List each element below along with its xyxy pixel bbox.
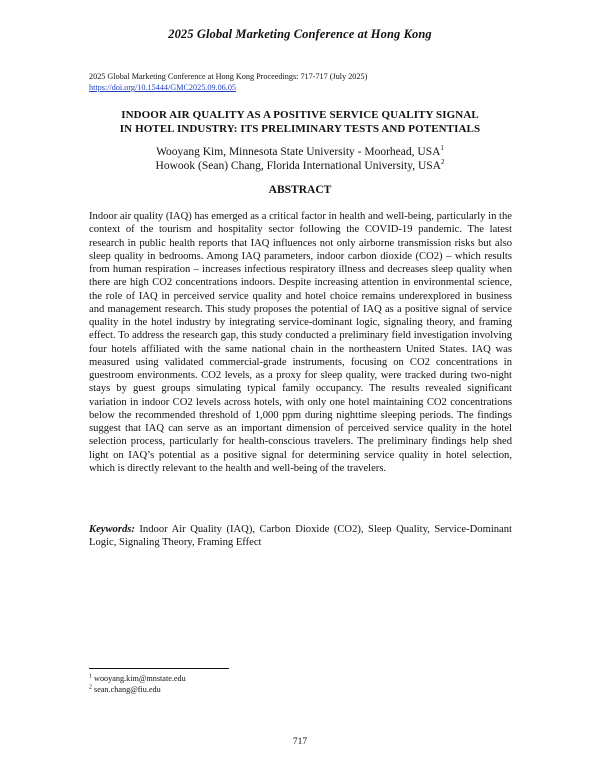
author-name: Wooyang Kim, Minnesota State University - Moorhead, USA [156,146,441,158]
footnote [89,673,389,684]
abstract-heading: ABSTRACT [268,184,332,196]
author-line [80,145,520,159]
title-line: INDOOR AIR QUALITY AS A POSITIVE SERVICE QUALITY SIGNAL [121,109,479,121]
author-list [80,145,520,173]
footnotes [89,673,389,695]
author-line [80,159,520,173]
running-header: 2025 Global Marketing Conference at Hong Kong [168,27,432,41]
title-line: IN HOTEL INDUSTRY: ITS PRELIMINARY TESTS AND POTENTIALS [119,123,481,135]
footnote-mark: 2 [89,684,92,691]
footnote-mark: 1 [89,673,92,680]
proceedings-citation: 2025 Global Marketing Conference at Hong Kong Proceedings: 717-717 (July 2025) [89,72,368,81]
abstract-text: Indoor air quality (IAQ) has emerged as a critical factor in health and well-being, particularly in the context of the tourism and hospitality sector following the COVID-19 pandemic. The latest research in public health reports that IAQ influences not only airborne transmission risks but also sleep quality in bedrooms. Among IAQ parameters, indoor carbon dioxide (CO2) – which results from human respiration – increases infectious respiratory illness and decreases sleep quality when there are high CO2 concentrations indoors. Despite increasing attention in environmental science, the role of IAQ in perceived service quality and hotel choice remains underexplored in business and management research. This study proposes the potential of IAQ as a positive signal of service quality in the hotel industry by integrating service-dominant logic, signaling theory, and framing effect. To address the research gap, this study conducted a preliminary field investigation involving four hotels affiliated with the same national chain in the northeastern United States. IAQ was measured using validated commercial-grade instruments, focusing on CO2 concentrations in guestroom environments. CO2 levels, as a proxy for sleep quality, were tracked during two-night stays by guest groups simulating typical family occupancy. The results revealed significant variation in indoor CO2 levels across hotels, with only one hotel maintaining CO2 concentrations below the recommended threshold of 1,000 ppm during nighttime sleeping periods. The findings suggest that IAQ can serve as an important dimension of perceived service quality in the hotel selection process, particularly for health-conscious travelers. The preliminary findings help shed light on IAQ’s potential as a positive signal for determining service quality in hotel selection, which is directly relevant to the health and well-being of the travelers. [89,211,512,474]
keywords [89,523,512,550]
paper-title [60,108,540,136]
doi-link[interactable]: https://doi.org/10.15444/GMC2025.09.06.05 [89,83,237,92]
page-number: 717 [292,737,308,747]
footnote-email: wooyang.kim@mnstate.edu [92,674,186,683]
author-footnote-mark: 2 [440,158,445,167]
keywords-text: Indoor Air Quality (IAQ), Carbon Dioxide (CO2), Sleep Quality, Service-Dominant Logic, Signaling Theory, Framing Effect [89,524,512,549]
footnote [89,684,389,695]
author-name: Howook (Sean) Chang, Florida International University, USA [155,160,441,172]
footnote-divider [89,668,229,669]
footnote-email: sean.chang@fiu.edu [92,685,161,694]
keywords-label: Keywords: [89,524,135,535]
author-footnote-mark: 1 [440,144,444,153]
